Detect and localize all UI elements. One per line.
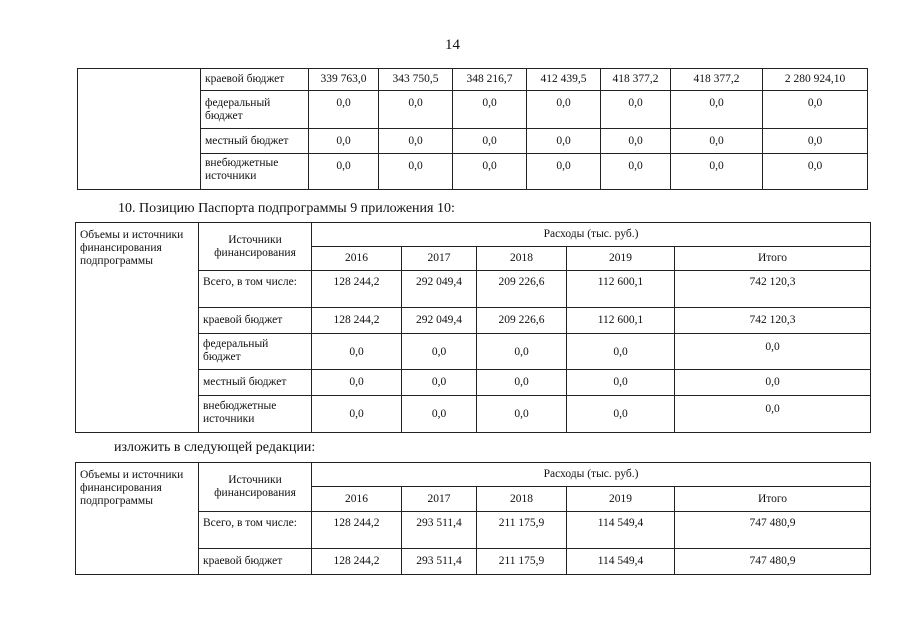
cell-value: 209 226,6 xyxy=(477,271,567,308)
row-label: федеральный бюджет xyxy=(199,334,312,370)
paragraph-instruction: 10. Позицию Паспорта подпрограммы 9 приложения 10: xyxy=(118,201,455,216)
cell-value: 0,0 xyxy=(675,370,871,396)
cell-value: 0,0 xyxy=(312,396,402,433)
cell-value: 0,0 xyxy=(763,129,868,154)
table-row xyxy=(76,223,871,247)
cell-value: 292 049,4 xyxy=(402,271,477,308)
total-header: Итого xyxy=(675,487,871,512)
year-header: 2017 xyxy=(402,487,477,512)
year-header: 2018 xyxy=(477,487,567,512)
row-label: Всего, в том числе: xyxy=(199,271,312,308)
cell-value: 0,0 xyxy=(675,334,871,370)
cell-value: 0,0 xyxy=(527,91,601,129)
cell-value: 0,0 xyxy=(601,91,671,129)
row-label: местный бюджет xyxy=(201,129,309,154)
empty-cell xyxy=(78,69,201,190)
sources-header: Источники финансирования xyxy=(199,463,312,512)
cell-value: 128 244,2 xyxy=(312,549,402,575)
cell-value: 0,0 xyxy=(567,334,675,370)
cell-value: 0,0 xyxy=(402,396,477,433)
cell-value: 0,0 xyxy=(477,370,567,396)
cell-value: 0,0 xyxy=(567,396,675,433)
year-header: 2018 xyxy=(477,247,567,271)
row-header-volumes: Объемы и источники финансирования подпрограммы xyxy=(76,223,199,433)
cell-value: 0,0 xyxy=(567,370,675,396)
cell-value: 418 377,2 xyxy=(671,69,763,91)
row-header-volumes: Объемы и источники финансирования подпрограммы xyxy=(76,463,199,575)
cell-value: 742 120,3 xyxy=(675,271,871,308)
cell-value: 0,0 xyxy=(477,396,567,433)
row-label: внебюджетные источники xyxy=(199,396,312,433)
cell-value: 0,0 xyxy=(601,154,671,190)
row-label: Всего, в том числе: xyxy=(199,512,312,549)
cell-value: 339 763,0 xyxy=(309,69,379,91)
cell-value: 742 120,3 xyxy=(675,308,871,334)
table-row xyxy=(76,463,871,487)
cell-value: 112 600,1 xyxy=(567,271,675,308)
cell-value: 211 175,9 xyxy=(477,512,567,549)
cell-value: 211 175,9 xyxy=(477,549,567,575)
funding-table-old xyxy=(75,222,871,433)
cell-value: 0,0 xyxy=(379,154,453,190)
cell-value: 128 244,2 xyxy=(312,308,402,334)
cell-value: 0,0 xyxy=(309,91,379,129)
cell-value: 0,0 xyxy=(527,129,601,154)
cell-value: 0,0 xyxy=(453,154,527,190)
sources-header: Источники финансирования xyxy=(199,223,312,271)
cell-value: 0,0 xyxy=(671,154,763,190)
cell-value: 0,0 xyxy=(671,129,763,154)
page-number: 14 xyxy=(445,37,460,53)
cell-value: 128 244,2 xyxy=(312,271,402,308)
cell-value: 0,0 xyxy=(477,334,567,370)
cell-value: 0,0 xyxy=(309,154,379,190)
cell-value: 293 511,4 xyxy=(402,512,477,549)
cell-value: 0,0 xyxy=(379,129,453,154)
expenses-header: Расходы (тыс. руб.) xyxy=(312,463,871,487)
cell-value: 0,0 xyxy=(453,129,527,154)
year-header: 2016 xyxy=(312,487,402,512)
cell-value: 0,0 xyxy=(402,370,477,396)
year-header: 2016 xyxy=(312,247,402,271)
cell-value: 114 549,4 xyxy=(567,512,675,549)
cell-value: 114 549,4 xyxy=(567,549,675,575)
cell-value: 747 480,9 xyxy=(675,512,871,549)
cell-value: 747 480,9 xyxy=(675,549,871,575)
cell-value: 0,0 xyxy=(601,129,671,154)
cell-value: 2 280 924,10 xyxy=(763,69,868,91)
cell-value: 0,0 xyxy=(763,91,868,129)
table-row xyxy=(78,69,868,91)
cell-value: 0,0 xyxy=(453,91,527,129)
cell-value: 0,0 xyxy=(402,334,477,370)
funding-table-new xyxy=(75,462,871,575)
year-header: 2019 xyxy=(567,247,675,271)
paragraph-new-wording: изложить в следующей редакции: xyxy=(114,440,316,455)
row-label: краевой бюджет xyxy=(201,69,309,91)
cell-value: 0,0 xyxy=(312,334,402,370)
row-label: краевой бюджет xyxy=(199,308,312,334)
cell-value: 343 750,5 xyxy=(379,69,453,91)
cell-value: 293 511,4 xyxy=(402,549,477,575)
cell-value: 112 600,1 xyxy=(567,308,675,334)
cell-value: 0,0 xyxy=(309,129,379,154)
cell-value: 412 439,5 xyxy=(527,69,601,91)
budget-table-continued xyxy=(77,68,868,190)
expenses-header: Расходы (тыс. руб.) xyxy=(312,223,871,247)
cell-value: 0,0 xyxy=(527,154,601,190)
row-label: местный бюджет xyxy=(199,370,312,396)
cell-value: 209 226,6 xyxy=(477,308,567,334)
row-label: внебюджетные источники xyxy=(201,154,309,190)
cell-value: 0,0 xyxy=(671,91,763,129)
cell-value: 292 049,4 xyxy=(402,308,477,334)
total-header: Итого xyxy=(675,247,871,271)
cell-value: 0,0 xyxy=(763,154,868,190)
cell-value: 348 216,7 xyxy=(453,69,527,91)
cell-value: 418 377,2 xyxy=(601,69,671,91)
row-label: краевой бюджет xyxy=(199,549,312,575)
row-label: федеральный бюджет xyxy=(201,91,309,129)
cell-value: 0,0 xyxy=(675,396,871,433)
year-header: 2017 xyxy=(402,247,477,271)
cell-value: 0,0 xyxy=(312,370,402,396)
cell-value: 128 244,2 xyxy=(312,512,402,549)
cell-value: 0,0 xyxy=(379,91,453,129)
year-header: 2019 xyxy=(567,487,675,512)
